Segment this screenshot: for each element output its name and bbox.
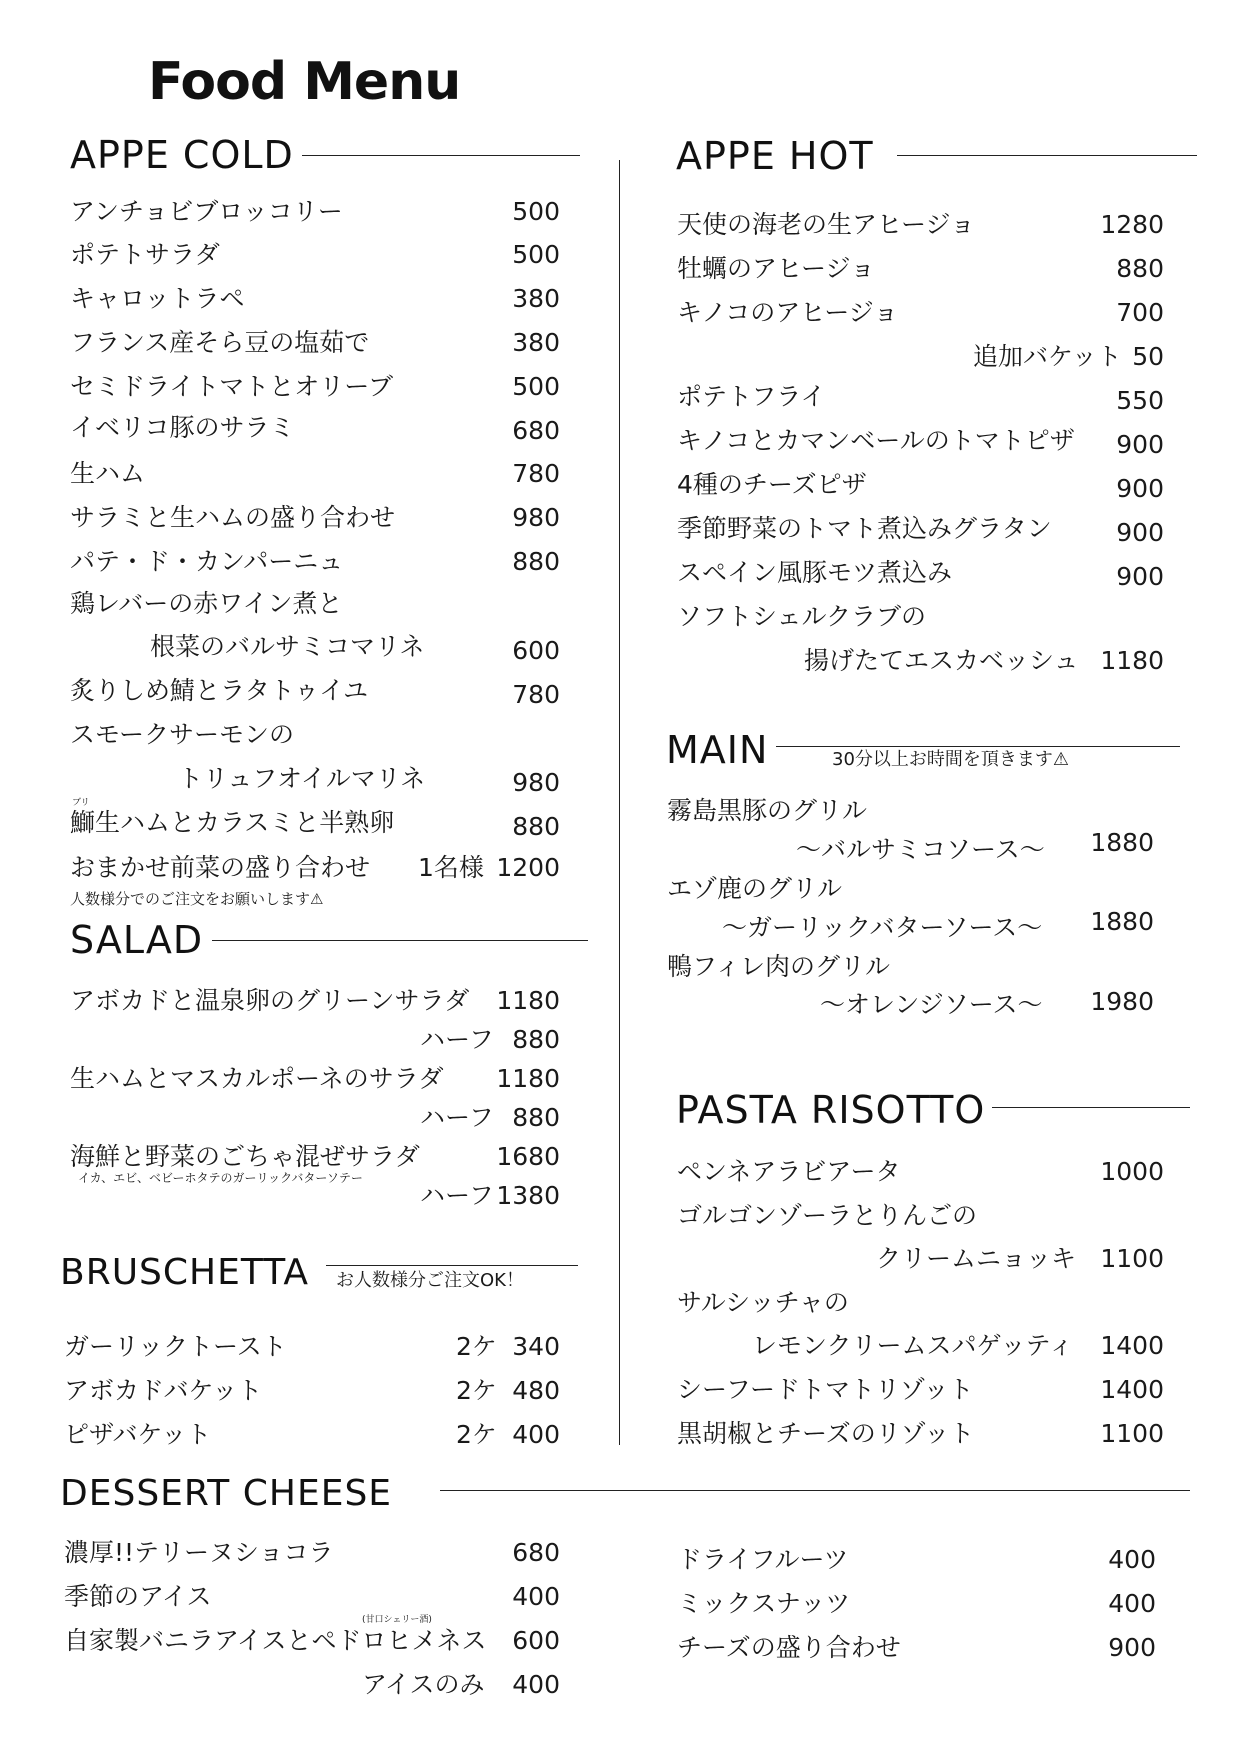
appe-hot-rule: [897, 155, 1197, 156]
appe-cold-heading: APPE COLD: [70, 133, 294, 177]
appe-cold-item-name: サラミと生ハムの盛り合わせ: [70, 503, 396, 532]
appe-hot-item-name: ソフトシェルクラブの: [677, 602, 927, 631]
pasta-item-name-line2: クリームニョッキ: [876, 1244, 1077, 1273]
dessert-cheese-heading: DESSERT CHEESE: [60, 1473, 393, 1514]
appe-hot-item-price: 880: [1116, 254, 1164, 283]
appe-cold-item-name: 炙りしめ鯖とラタトゥイユ: [70, 676, 369, 705]
main-item-price: 1880: [1090, 828, 1154, 857]
appe-hot-item-price: 50: [1132, 342, 1164, 371]
cheese-item-price: 400: [1108, 1545, 1156, 1574]
salad-item-price: 1680: [496, 1142, 560, 1171]
appe-hot-item-name: 追加バケット: [973, 342, 1122, 371]
salad-half-label: ハーフ: [420, 1025, 494, 1054]
cheese-item-name: ドライフルーツ: [677, 1545, 849, 1574]
bruschetta-item-qty: 2ケ: [456, 1420, 497, 1449]
appe-hot-item-price: 900: [1116, 562, 1164, 591]
pasta-item-price: 1400: [1100, 1375, 1164, 1404]
salad-heading: SALAD: [70, 918, 204, 962]
ruby-annotation: ブリ: [72, 798, 90, 808]
appe-cold-item-price: 780: [512, 680, 560, 709]
dessert-item-price: 680: [512, 1538, 560, 1567]
cheese-item-name: ミックスナッツ: [677, 1589, 851, 1618]
appe-hot-heading: APPE HOT: [676, 134, 874, 178]
appe-hot-item-price: 1180: [1100, 646, 1164, 675]
appe-hot-item-price: 550: [1116, 386, 1164, 415]
cheese-item-name: チーズの盛り合わせ: [677, 1633, 901, 1662]
salad-item-note: イカ、エビ、ベビーホタテのガーリックバターソテー: [78, 1171, 363, 1185]
bruschetta-item-price: 480: [512, 1376, 560, 1405]
appe-cold-item-name: アンチョビブロッコリー: [70, 197, 343, 226]
pasta-risotto-rule: [992, 1107, 1190, 1108]
pasta-item-price: 1400: [1100, 1331, 1164, 1360]
appe-hot-item-name: 牡蠣のアヒージョ: [677, 254, 876, 283]
main-item-sauce: 〜バルサミコソース〜: [796, 835, 1045, 864]
salad-item-name: 海鮮と野菜のごちゃ混ぜサラダ: [70, 1142, 420, 1171]
appe-cold-item-price: 980: [512, 503, 560, 532]
appe-hot-item-name: ポテトフライ: [677, 382, 826, 411]
appe-hot-item-name: スペイン風豚モツ煮込み: [677, 558, 953, 587]
main-note: 30分以上お時間を頂きます⚠: [832, 749, 1070, 770]
cheese-item-price: 900: [1108, 1633, 1156, 1662]
appe-hot-item-name: 季節野菜のトマト煮込みグラタン: [677, 514, 1052, 543]
bruschetta-heading: BRUSCHETTA: [60, 1252, 310, 1293]
appe-cold-item-name-line2: 根菜のバルサミコマリネ: [150, 632, 425, 661]
appe-cold-item-price: 380: [512, 284, 560, 313]
dessert-item-name: 季節のアイス: [64, 1582, 212, 1611]
pasta-item-price: 1100: [1100, 1419, 1164, 1448]
appe-cold-item-name: イベリコ豚のサラミ: [70, 413, 295, 442]
bruschetta-item-name: ガーリックトースト: [64, 1332, 287, 1361]
main-item-name: エゾ鹿のグリル: [667, 874, 843, 903]
appe-cold-item-name: おまかせ前菜の盛り合わせ: [70, 853, 371, 882]
appe-cold-item-price: 880: [512, 812, 560, 841]
salad-half-label: ハーフ: [420, 1103, 494, 1132]
pasta-item-price: 1100: [1100, 1244, 1164, 1273]
bruschetta-item-price: 340: [512, 1332, 560, 1361]
appe-hot-item-price: 900: [1116, 474, 1164, 503]
salad-half-label: ハーフ: [420, 1181, 494, 1210]
main-item-sauce: 〜オレンジソース〜: [820, 990, 1043, 1019]
bruschetta-item-qty: 2ケ: [456, 1376, 497, 1405]
dessert-item-price: 400: [512, 1582, 560, 1611]
appe-cold-item-name: 鰤生ハムとカラスミと半熟卵: [70, 808, 395, 837]
appe-cold-item-name: キャロットラペ: [70, 284, 245, 313]
appe-cold-item-price: 500: [512, 197, 560, 226]
pasta-item-name: 黒胡椒とチーズのリゾット: [677, 1419, 975, 1448]
salad-half-price: 880: [512, 1103, 560, 1132]
pasta-risotto-heading: PASTA RISOTTO: [676, 1088, 986, 1132]
pasta-item-name: ペンネアラビアータ: [677, 1157, 901, 1186]
bruschetta-rule: [326, 1265, 578, 1266]
salad-half-price: 880: [512, 1025, 560, 1054]
appe-cold-item-name: パテ・ド・カンパーニュ: [70, 547, 344, 576]
appe-cold-item-price: 780: [512, 459, 560, 488]
appe-cold-item-qty: 1名様: [418, 853, 484, 882]
appe-cold-rule: [302, 155, 580, 156]
dessert-item-price: 600: [512, 1626, 560, 1655]
main-rule: [776, 746, 1180, 747]
appe-cold-item-price: 380: [512, 328, 560, 357]
appe-cold-item-price: 600: [512, 636, 560, 665]
salad-item-price: 1180: [496, 1064, 560, 1093]
bruschetta-item-qty: 2ケ: [456, 1332, 497, 1361]
pasta-item-name: シーフードトマトリゾット: [677, 1375, 974, 1404]
dessert-item-name: アイスのみ: [362, 1670, 485, 1699]
menu-title: Food Menu: [148, 52, 461, 112]
appe-cold-item-name: セミドライトマトとオリーブ: [70, 372, 394, 401]
appe-hot-item-name: キノコのアヒージョ: [677, 298, 899, 327]
appe-hot-item-price: 900: [1116, 518, 1164, 547]
dessert-cheese-rule: [440, 1490, 1190, 1491]
appe-hot-item-name-line2: 揚げたてエスカベッシュ: [804, 646, 1079, 675]
salad-item-name: 生ハムとマスカルポーネのサラダ: [70, 1064, 444, 1093]
ruby-annotation: (甘口シェリー酒): [362, 1615, 432, 1625]
bruschetta-note: お人数様分ご注文OK！: [336, 1270, 524, 1291]
appe-cold-item-name: スモークサーモンの: [70, 720, 295, 749]
bruschetta-item-price: 400: [512, 1420, 560, 1449]
main-item-price: 1880: [1090, 907, 1154, 936]
appe-cold-item-name: ポテトサラダ: [70, 240, 220, 269]
appe-cold-item-name: 生ハム: [70, 459, 146, 488]
bruschetta-item-name: ピザバケット: [64, 1420, 212, 1449]
appe-hot-item-price: 700: [1116, 298, 1164, 327]
appe-cold-item-price: 500: [512, 372, 560, 401]
dessert-item-name: 自家製バニラアイスとペドロヒメネス: [64, 1626, 487, 1655]
appe-hot-item-name: 4種のチーズピザ: [677, 470, 867, 499]
main-item-name: 鴨フィレ肉のグリル: [667, 952, 891, 981]
pasta-item-name: サルシッチャの: [677, 1288, 849, 1317]
main-item-name: 霧島黒豚のグリル: [667, 796, 868, 825]
column-divider: [619, 160, 620, 1445]
salad-rule: [212, 940, 588, 941]
salad-half-price: 1380: [496, 1181, 560, 1210]
pasta-item-price: 1000: [1100, 1157, 1164, 1186]
appe-cold-item-name: 鶏レバーの赤ワイン煮と: [70, 589, 343, 618]
appe-cold-item-price: 500: [512, 240, 560, 269]
main-item-price: 1980: [1090, 987, 1154, 1016]
appe-cold-item-price: 1200: [496, 853, 560, 882]
salad-item-name: アボカドと温泉卵のグリーンサラダ: [70, 986, 470, 1015]
pasta-item-name: ゴルゴンゾーラとりんごの: [677, 1201, 978, 1230]
appe-cold-item-name: フランス産そら豆の塩茹で: [70, 328, 370, 357]
pasta-item-name-line2: レモンクリームスパゲッティ: [752, 1331, 1074, 1360]
appe-cold-item-price: 680: [512, 416, 560, 445]
cheese-item-price: 400: [1108, 1589, 1156, 1618]
main-item-sauce: 〜ガーリックバターソース〜: [722, 913, 1043, 942]
appe-hot-item-price: 1280: [1100, 210, 1164, 239]
appe-cold-item-note: 人数様分でのご注文をお願いします⚠: [70, 890, 324, 908]
appe-cold-item-price: 880: [512, 547, 560, 576]
appe-hot-item-name: 天使の海老の生アヒージョ: [677, 210, 976, 239]
appe-cold-item-price: 980: [512, 768, 560, 797]
bruschetta-item-name: アボカドバケット: [64, 1376, 263, 1405]
appe-cold-item-name-line2: トリュフオイルマリネ: [178, 764, 426, 793]
salad-item-price: 1180: [496, 986, 560, 1015]
appe-hot-item-name: キノコとカマンベールのトマトピザ: [677, 426, 1075, 455]
main-heading: MAIN: [666, 728, 769, 772]
appe-hot-item-price: 900: [1116, 430, 1164, 459]
dessert-item-price: 400: [512, 1670, 560, 1699]
dessert-item-name: 濃厚!!テリーヌショコラ: [64, 1538, 334, 1567]
